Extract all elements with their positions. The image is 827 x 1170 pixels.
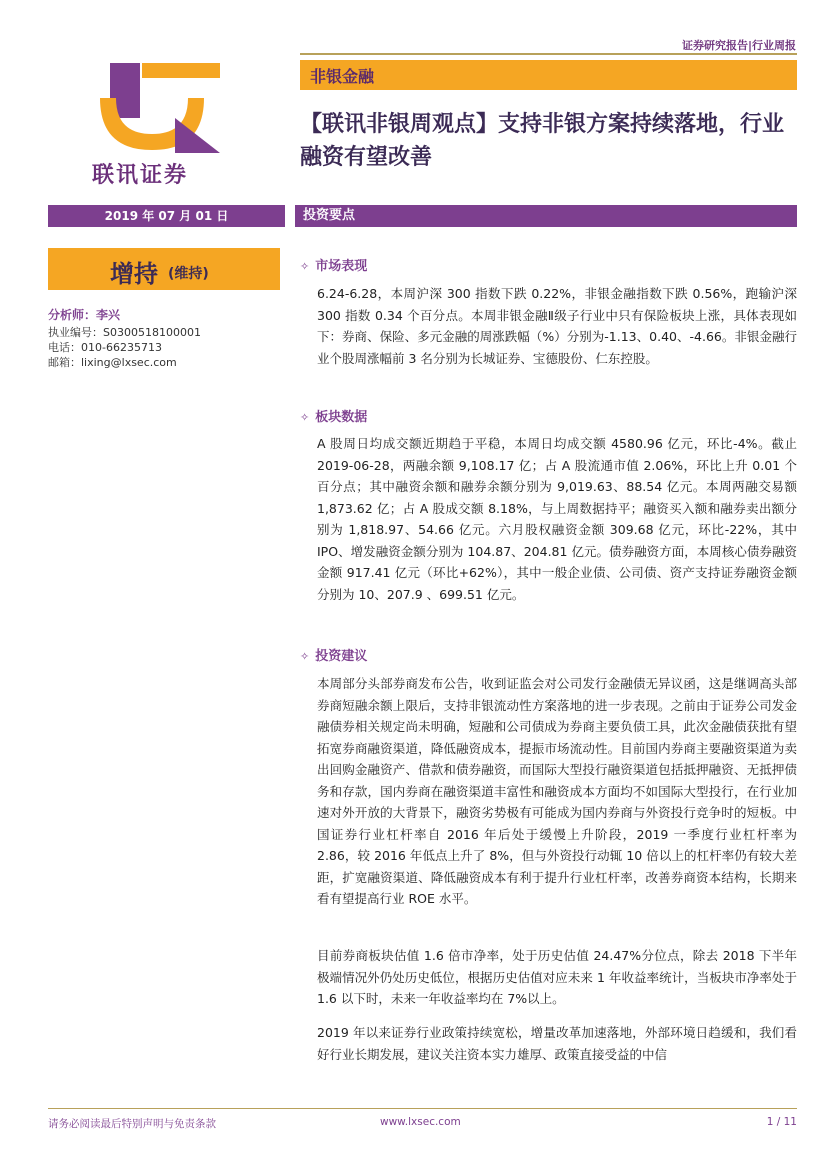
section-advice-paragraph-2: 目前券商板块估值 1.6 倍市净率，处于历史估值 24.47%分位点，除去 2018 下半年极端情况外仍处历史低位，根据历史估值对应未来 1 年收益率统计，当板块市净率处于 1.6 以下时，未来一年收益率均在 7%以上。 bbox=[317, 948, 797, 1006]
section-market-paragraph: 6.24-6.28，本周沪深 300 指数下跌 0.22%，非银金融指数下跌 0.56%，跑输沪深 300 指数 0.34 个百分点。本周非银金融Ⅱ级子行业中只有保险板块上涨，具体表现如下：券商、保险、多元金融的周涨跌幅（%）分别为-1.13、0.40、-4.66。非银金融行业个股周涨幅前 3 名分别为长城证券、宝德股份、仁东控股。 bbox=[317, 286, 797, 366]
report-title: 【联讯非银周观点】支持非银方案持续落地，行业融资有望改善 bbox=[300, 112, 785, 170]
report-type-label: 证券研究报告|行业周报 bbox=[681, 39, 796, 52]
logo-icon bbox=[80, 58, 240, 158]
report-date: 2019 年 07 月 01 日 bbox=[48, 205, 285, 227]
header-divider bbox=[300, 53, 797, 55]
analyst-license: 执业编号：S0300518100001 bbox=[48, 326, 201, 339]
section-advice-paragraph-3: 2019 年以来证券行业政策持续宽松，增量改革加速落地，外部环境日趋缓和，我们看好行业长期发展，建议关注资本实力雄厚、政策直接受益的中信 bbox=[317, 1025, 797, 1062]
analyst-phone: 电话：010-66235713 bbox=[48, 341, 162, 354]
key-points-label: 投资要点 bbox=[303, 208, 356, 223]
analyst-email: 邮箱：lixing@lxsec.com bbox=[48, 356, 177, 369]
rating-sub: (维持) bbox=[168, 266, 209, 282]
diamond-bullet-icon: ✧ bbox=[300, 260, 310, 273]
key-points-banner bbox=[295, 205, 797, 227]
section-advice-paragraph-1: 本周部分头部券商发布公告，收到证监会对公司发行金融债无异议函，这是继调高头部券商短融余额上限后，支持非银流动性方案落地的进一步表现。之前由于证券公司发金融债券相关规定尚未明确，短融和公司债成为券商主要负债工具，此次金融债获批有望拓宽券商融资渠道，降低融资成本，提振市场流动性。目前国内券商主要融资渠道为卖出回购金融资产、借款和债券融资，而国际大型投行融资渠道包括抵押融资、无抵押债务和存款，国内券商在融资渠道丰富性和融资成本方面均不如国际大型投行，在行业加速对外开放的大背景下，融资劣势极有可能成为国内券商与外资投行竞争时的短板。中国证券行业杠杆率自 2016 年后处于缓慢上升阶段，2019 一季度行业杠杆率为 2.86，较 2016 年低点上升了 8%，但与外资投行动辄 10 倍以上的杠杆率仍有较大差距，扩宽融资渠道、降低融资成本有利于提升行业杠杆率，改善券商资本结构，长期来看有望提高行业 ROE 水平。 bbox=[317, 676, 797, 906]
diamond-bullet-icon: ✧ bbox=[300, 411, 310, 424]
sector-label: 非银金融 bbox=[310, 67, 375, 86]
rating-box bbox=[48, 248, 280, 290]
sector-banner bbox=[300, 60, 797, 90]
section-data-paragraph: A 股周日均成交额近期趋于平稳，本周日均成交额 4580.96 亿元，环比-4%。截止 2019-06-28，两融余额 9,108.17 亿；占 A 股流通市值 2.06%，环比上升 0.01 个百分点；其中融资余额和融券余额分别为 9,019.63、88.54 亿元。本周两融交易额 1,873.62 亿；占 A 股成交额 8.18%，与上周数据持平；融资买入额和融券卖出额分别为 1,818.97、54.66 亿元。六月股权融资金额 309.68 亿元，环比-22%，其中 IPO、增发融资金额分别为 104.87、204.81 亿元。债券融资方面，本周核心债券融资金额 917.41 亿元（环比+62%），其中一般企业债、公司债、资产支持证券融资金额分别为 10、207.9 、699.51 亿元。 bbox=[317, 436, 798, 602]
section-heading-advice: ✧ 投资建议 bbox=[300, 649, 368, 664]
footer-website-link[interactable]: www.lxsec.com bbox=[380, 1116, 461, 1128]
analyst-name: 分析师：李兴 bbox=[48, 308, 121, 322]
diamond-bullet-icon: ✧ bbox=[300, 650, 310, 663]
footer-disclaimer-link[interactable]: 请务必阅读最后特别声明与免责条款 bbox=[48, 1118, 216, 1130]
section-heading-market: ✧ 市场表现 bbox=[300, 259, 368, 274]
logo-text: 联讯证券 bbox=[92, 162, 189, 188]
footer-divider bbox=[48, 1108, 797, 1109]
rating-main: 增持 bbox=[110, 260, 158, 288]
section-heading-data: ✧ 板块数据 bbox=[300, 410, 368, 425]
page-number: 1 / 11 bbox=[766, 1116, 797, 1128]
